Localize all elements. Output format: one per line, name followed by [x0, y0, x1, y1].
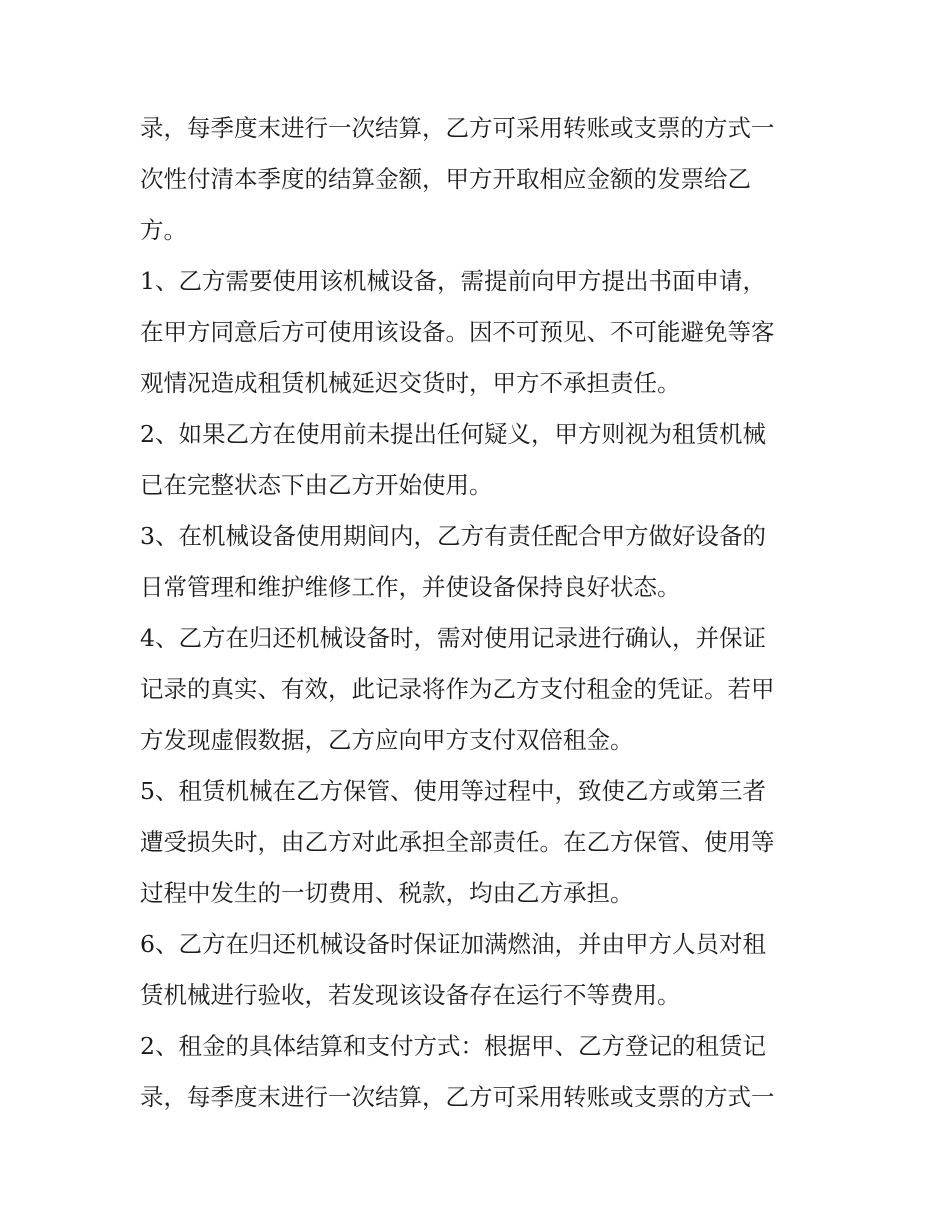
text-line: 观情况造成租赁机械延迟交货时，甲方不承担责任。 [140, 369, 681, 397]
text-line: 2、如果乙方在使用前未提出任何疑义，甲方则视为租赁机械 [140, 420, 766, 448]
text-line: 在甲方同意后方可使用该设备。因不可预见、不可能避免等客 [140, 318, 775, 346]
text-line: 遭受损失时，由乙方对此承担全部责任。在乙方保管、使用等 [140, 828, 775, 856]
text-line: 录，每季度末进行一次结算，乙方可采用转账或支票的方式一 [140, 114, 775, 142]
text-line: 过程中发生的一切费用、税款，均由乙方承担。 [140, 879, 634, 907]
text-line: 记录的真实、有效，此记录将作为乙方支付租金的凭证。若甲 [140, 675, 775, 703]
text-line: 1、乙方需要使用该机械设备，需提前向甲方提出书面申请， [140, 267, 766, 295]
document-body [140, 103, 820, 1123]
text-line: 方发现虚假数据，乙方应向甲方支付双倍租金。 [140, 726, 634, 754]
text-line: 日常管理和维护维修工作，并使设备保持良好状态。 [140, 573, 681, 601]
text-line: 方。 [140, 216, 187, 244]
text-line: 3、在机械设备使用期间内，乙方有责任配合甲方做好设备的 [140, 522, 766, 550]
text-line: 5、租赁机械在乙方保管、使用等过程中，致使乙方或第三者 [140, 777, 766, 805]
text-line: 已在完整状态下由乙方开始使用。 [140, 471, 493, 499]
text-line: 4、乙方在归还机械设备时，需对使用记录进行确认，并保证 [140, 624, 766, 652]
text-line: 6、乙方在归还机械设备时保证加满燃油，并由甲方人员对租 [140, 930, 766, 958]
text-line: 次性付清本季度的结算金额，甲方开取相应金额的发票给乙 [140, 165, 751, 193]
text-line: 2、租金的具体结算和支付方式：根据甲、乙方登记的租赁记 [140, 1032, 766, 1060]
text-line: 录，每季度末进行一次结算，乙方可采用转账或支票的方式一 [140, 1083, 775, 1111]
text-line: 赁机械进行验收，若发现该设备存在运行不等费用。 [140, 981, 681, 1009]
